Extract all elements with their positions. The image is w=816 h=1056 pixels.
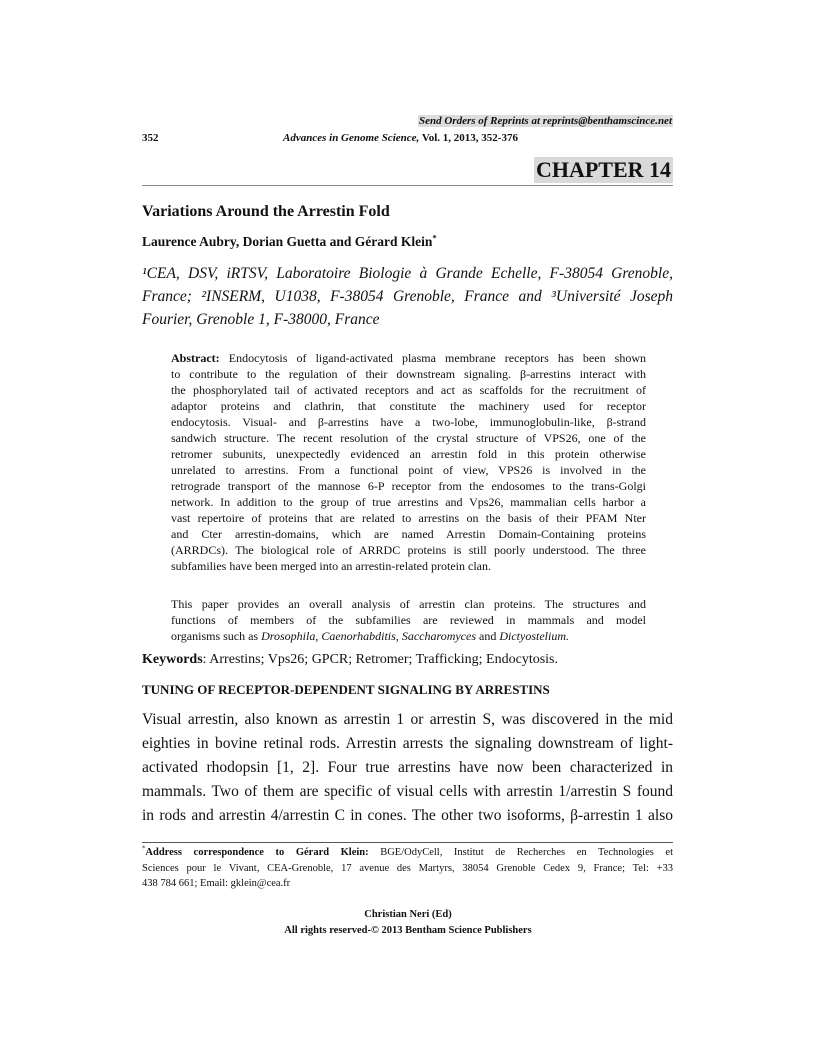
page-number: 352 <box>142 132 159 144</box>
organism: Drosophila <box>261 629 316 643</box>
abstract-line: and Cter arrestin-domains, which are named Arrestin Domain-Containing proteins <box>171 527 646 541</box>
footnote-rule <box>142 842 673 843</box>
abstract-paragraph-2 <box>171 596 646 644</box>
abstract-line: This paper provides an overall analysis of arrestin clan proteins. The structures and <box>171 597 646 611</box>
text: organisms such as <box>171 629 262 643</box>
text: BGE/OdyCell, Institut de Recherches en Technologies et <box>368 847 673 858</box>
text: Endocytosis of ligand-activated plasma membrane receptors has been shown <box>219 351 646 365</box>
abstract-line: sandwich structure. The recent resolution of the crystal structure of VPS26, one of the <box>171 431 646 445</box>
body-line: in rods and arrestin 4/arrestin C in cones. The other two isoforms, β-arrestin 1 also <box>142 807 673 824</box>
affiliations <box>142 262 673 331</box>
chapter-label: CHAPTER 14 <box>535 157 671 182</box>
authors <box>142 234 437 250</box>
abstract-label: Abstract: <box>171 351 220 365</box>
footnote-mark: * <box>142 845 146 853</box>
footnote-line: 438 784 661; Email: gklein@cea.fr <box>142 878 291 889</box>
text: , <box>315 629 322 643</box>
publisher-info <box>0 907 816 939</box>
journal-name: Advances in Genome Science, <box>283 132 420 144</box>
abstract-line: the phosphorylated tail of activated receptors and act as scaffolds for the recruitment of <box>171 383 646 397</box>
organism: Caenorhabditis <box>321 629 396 643</box>
copyright: All rights reserved-© 2013 Bentham Science Publishers <box>284 925 532 936</box>
abstract-line: functions of members of the subfamilies are reviewed in mammals and model <box>171 613 646 627</box>
keywords-label: Keywords <box>142 652 203 667</box>
abstract <box>171 350 646 574</box>
section-heading: TUNING OF RECEPTOR-DEPENDENT SIGNALING BY ARRESTINS <box>142 682 550 697</box>
keywords-text: : Arrestins; Vps26; GPCR; Retromer; Trafficking; Endocytosis. <box>202 652 558 667</box>
editor: Christian Neri (Ed) <box>364 909 452 920</box>
text: and <box>476 629 500 643</box>
abstract-line: retrograde transport of the mannose 6-P receptor from the endosomes to the trans-Golgi <box>171 479 646 493</box>
affiliation-line: ¹CEA, DSV, iRTSV, Laboratoire Biologie à Grande Echelle, F-38054 Grenoble, <box>142 265 673 282</box>
abstract-line <box>171 350 646 366</box>
abstract-line: to contribute to the regulation of their downstream signaling. β-arrestins interact with <box>171 367 646 381</box>
paper-title: Variations Around the Arrestin Fold <box>142 203 390 220</box>
journal-citation <box>283 132 518 144</box>
abstract-line: network. In addition to the group of true arrestins and Vps26, mammalian cells harbor a <box>171 495 646 509</box>
organism: Saccharomyces <box>401 629 477 643</box>
header-rule <box>142 185 673 186</box>
reprint-notice: Send Orders of Reprints at reprints@benthamscince.net <box>418 115 672 127</box>
abstract-line <box>171 628 646 644</box>
body-text <box>142 708 673 828</box>
body-line: activated rhodopsin [1, 2]. Four true arrestins have now been characterized in <box>142 759 673 776</box>
body-line: Visual arrestin, also known as arrestin 1 or arrestin S, was discovered in the mid <box>142 711 673 728</box>
abstract-line: adaptor proteins and clathrin, that constitute the machinery used for receptor <box>171 399 646 413</box>
footnote <box>142 845 673 892</box>
affiliation-line: France; ²INSERM, U1038, F-38054 Grenoble, France and ³Université Joseph <box>142 288 673 305</box>
footnote-line <box>142 845 673 861</box>
author-names: Laurence Aubry, Dorian Guetta and Gérard Klein <box>142 234 433 249</box>
affiliation-line: Fourier, Grenoble 1, F-38000, France <box>142 311 380 328</box>
abstract-line: retromer subunits, unexpectedly evidenced an arrestin fold in this protein otherwise <box>171 447 646 461</box>
body-line: eighties in bovine retinal rods. Arrestin arrests the signaling downstream of light- <box>142 735 673 752</box>
abstract-line: subfamilies have been merged into an arrestin-related protein clan. <box>171 559 491 573</box>
body-line: mammals. Two of them are specific of visual cells with arrestin 1/arrestin S found <box>142 783 673 800</box>
abstract-line: unrelated to arrestins. From a functional point of view, VPS26 is involved in the <box>171 463 646 477</box>
text: , <box>395 629 402 643</box>
abstract-line: endocytosis. Visual- and β-arrestins have a two-lobe, immunoglobulin-like, β-strand <box>171 415 646 429</box>
footnote-label: Address correspondence to Gérard Klein: <box>145 847 369 858</box>
keywords <box>142 652 558 668</box>
organism: Dictyostelium. <box>499 629 569 643</box>
footnote-line: Sciences pour le Vivant, CEA-Grenoble, 17 avenue des Martyrs, 38054 Grenoble Cedex 9, France; Tel: +33 <box>142 862 673 874</box>
abstract-line: vast repertoire of proteins that are related to arrestins on the basis of their PFAM Nter <box>171 511 646 525</box>
author-footnote-mark: * <box>432 232 437 243</box>
journal-volume: Vol. 1, 2013, 352-376 <box>419 132 518 144</box>
abstract-line: (ARRDCs). The biological role of ARRDC proteins is still poorly understood. The three <box>171 543 646 557</box>
